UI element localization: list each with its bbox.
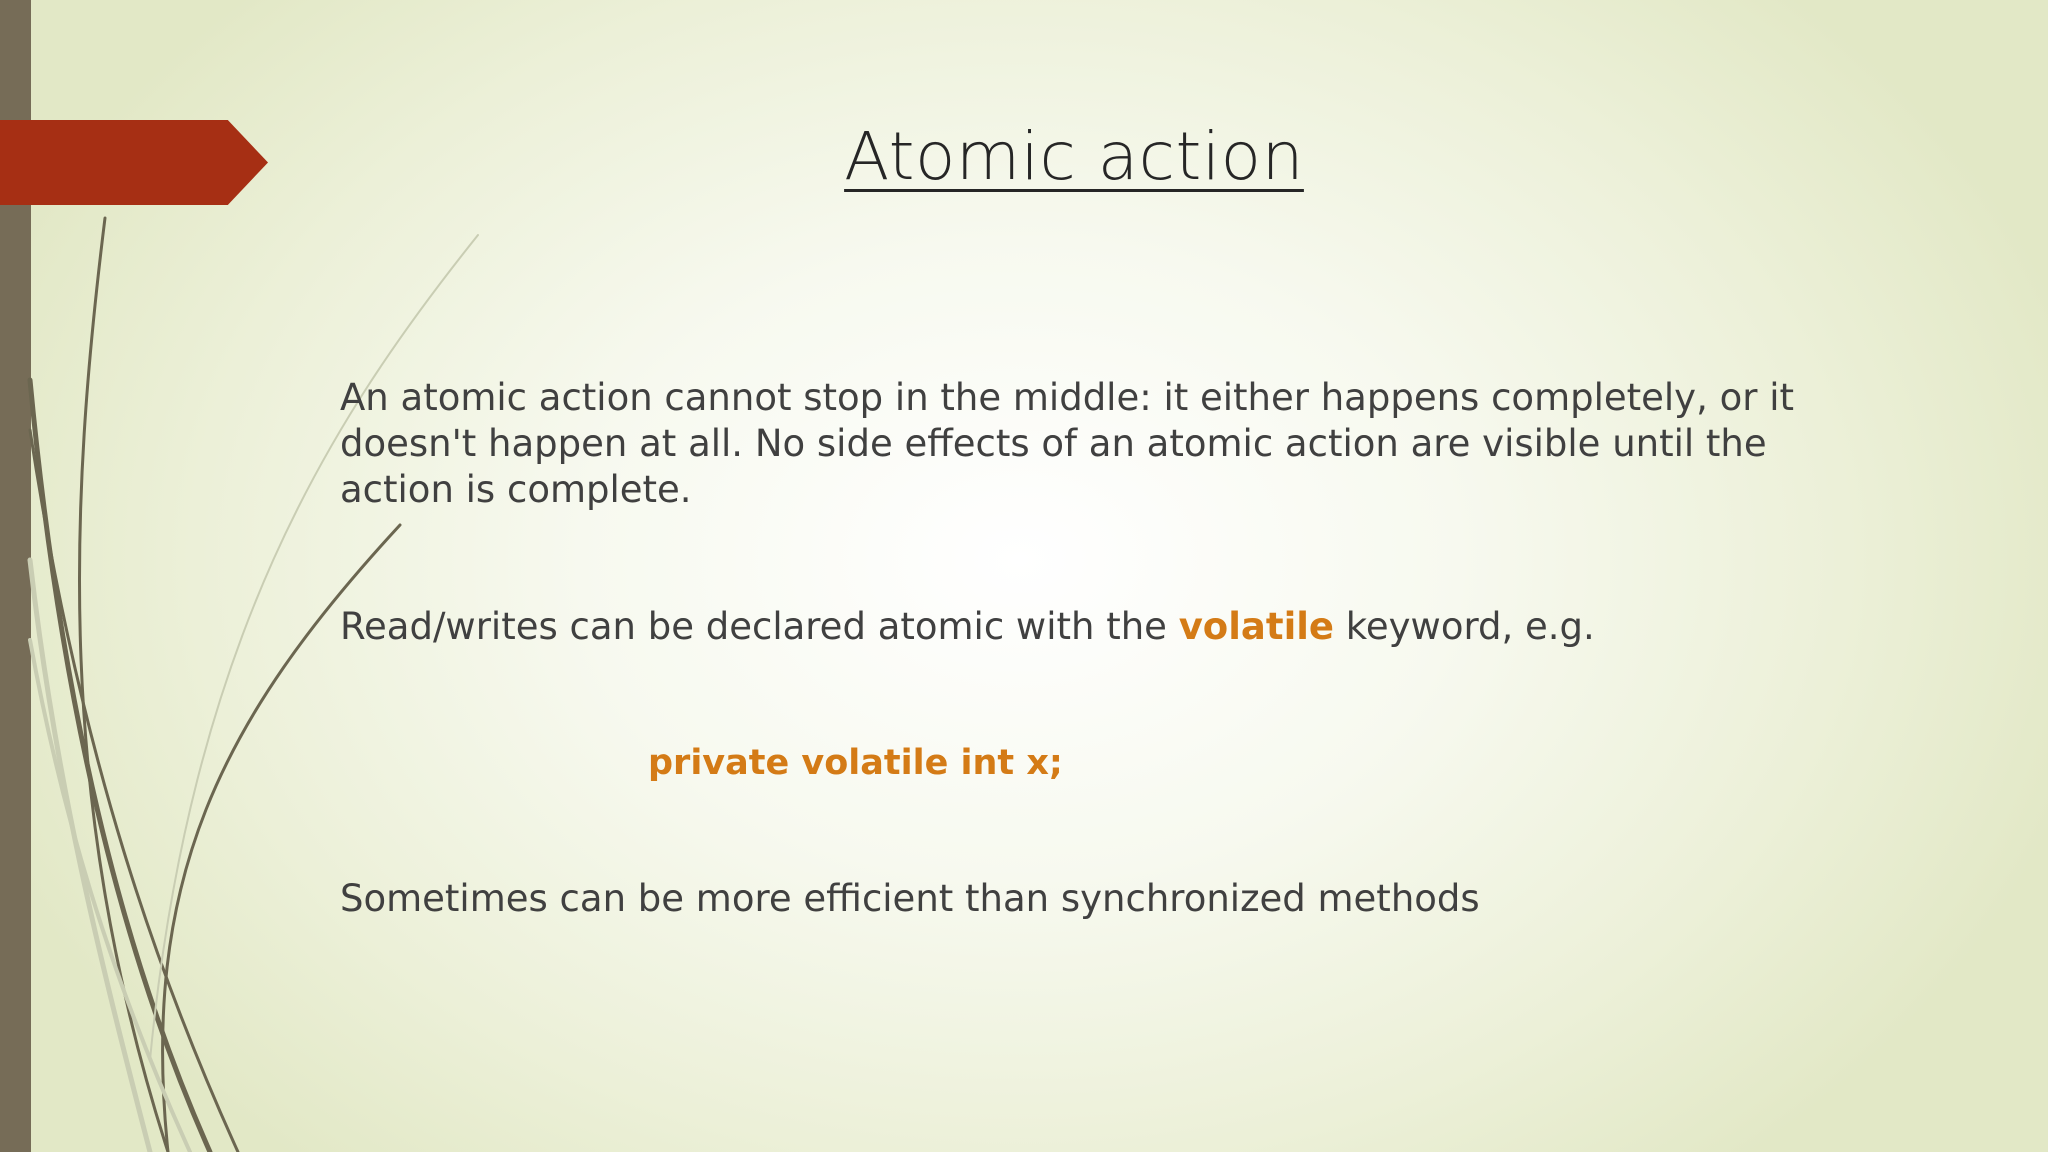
paragraph-atomic-definition: An atomic action cannot stop in the middle: it either happens completely, or it doesn't happen at all. No side effects of an atomic action are visible until the action is complete. — [340, 376, 1795, 511]
grass-strand-6 — [30, 560, 150, 1152]
code-example: private volatile int x; — [648, 743, 1063, 783]
title-accent-tab — [0, 120, 268, 205]
volatile-keyword-highlight: volatile — [1178, 605, 1335, 648]
paragraph-volatile-text-before: Read/writes can be declared atomic with the — [340, 605, 1179, 648]
slide-title: Atomic action — [844, 118, 1304, 195]
paragraph-volatile-keyword — [340, 604, 1820, 650]
paragraph-volatile-text-after: keyword, e.g. — [1334, 605, 1595, 648]
paragraph-efficiency-note: Sometimes can be more efficient than synchronized methods — [340, 877, 1480, 920]
